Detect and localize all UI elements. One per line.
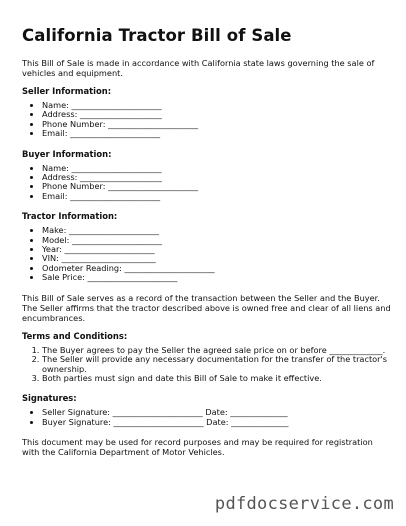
tractor-year-field: • Year: ______________________ — [42, 245, 392, 254]
signature-lines — [22, 408, 392, 427]
buyer-email-field: • Email: ______________________ — [42, 192, 392, 201]
buyer-fields — [22, 164, 392, 202]
closing-paragraph: This document may be used for record purposes and may be required for registration with the California Department of Motor Vehicles. — [22, 437, 373, 458]
seller-email-field: • Email: ______________________ — [42, 129, 392, 138]
record-statement: This Bill of Sale serves as a record of the transaction between the Seller and the Buyer. The Seller affirms that the tractor described above is owned free and clear of all liens and encumbrances. — [22, 292, 391, 323]
terms-item: 2. The Seller will provide any necessary documentation for the transfer of the tractor's ownership. — [42, 355, 392, 374]
seller-signature-line: • Seller Signature: ______________________ Date: ______________ — [42, 408, 392, 417]
signatures-heading: Signatures: — [22, 393, 77, 404]
buyer-address-field: • Address: ____________________ — [42, 173, 392, 182]
tractor-model-field: • Model: ______________________ — [42, 236, 392, 245]
tractor-sale-price-field: • Sale Price: ______________________ — [42, 273, 392, 282]
terms-item: 3. Both parties must sign and date this Bill of Sale to make it effective. — [42, 374, 392, 383]
terms-heading: Terms and Conditions: — [22, 330, 128, 341]
buyer-phone-field: • Phone Number: ______________________ — [42, 182, 392, 191]
tractor-odometer-field: • Odometer Reading: ______________________ — [42, 264, 392, 273]
tractor-vin-field: • VIN: _______________________ — [42, 254, 392, 263]
tractor-fields — [22, 226, 392, 282]
document-page — [22, 26, 392, 465]
buyer-heading: Buyer Information: — [22, 148, 112, 159]
terms-item: 1. The Buyer agrees to pay the Seller the agreed sale price on or before _____________. — [42, 346, 392, 355]
seller-name-field: • Name: ______________________ — [42, 101, 392, 110]
buyer-name-field: • Name: ______________________ — [42, 164, 392, 173]
seller-address-field: • Address: ____________________ — [42, 110, 392, 119]
seller-phone-field: • Phone Number: ______________________ — [42, 120, 392, 129]
buyer-signature-line: • Buyer Signature: ______________________ Date: ______________ — [42, 418, 392, 427]
intro-paragraph: This Bill of Sale is made in accordance with California state laws governing the sale of vehicles and equipment. — [22, 58, 375, 78]
seller-heading: Seller Information: — [22, 86, 112, 96]
tractor-make-field: • Make: ______________________ — [42, 226, 392, 235]
seller-fields — [22, 101, 392, 139]
tractor-heading: Tractor Information: — [22, 211, 118, 222]
terms-list — [22, 346, 392, 384]
site-watermark: pdfdocservice.com — [214, 494, 394, 514]
document-title: California Tractor Bill of Sale — [22, 26, 292, 45]
